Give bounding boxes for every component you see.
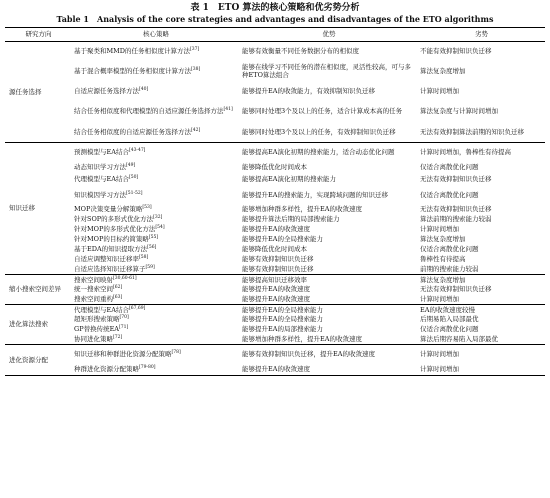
advantage-cell: 能够提升算法后期的局部搜索能力 xyxy=(242,215,340,224)
table-row xyxy=(5,255,545,265)
citation-ref: [40] xyxy=(139,86,149,92)
disadvantage-cell: 计算时间增加 xyxy=(420,295,459,304)
strategy-cell xyxy=(72,122,240,143)
citation-ref: [53] xyxy=(142,205,152,211)
citation-ref: [72] xyxy=(113,334,123,340)
advantage-cell: 能够同时处理3个及以上的任务，适合计算成本高的任务 xyxy=(242,106,403,115)
table-row xyxy=(5,275,545,285)
table-row xyxy=(5,265,545,275)
citation-ref: [51-52] xyxy=(126,190,143,196)
table-body xyxy=(5,42,545,376)
disadvantage-cell: 前期的搜索能力较弱 xyxy=(420,265,479,274)
strategy-cell xyxy=(72,335,240,345)
citation-ref: [58] xyxy=(139,255,149,261)
disadvantage-cell: 无法有效抑制算法前期的知识负迁移 xyxy=(420,127,524,136)
disadvantage-cell: 不能有效抑制知识负迁移 xyxy=(418,42,545,61)
advantage-cell: 能够有效衡量不同任务数据分布的相似度 xyxy=(240,42,418,61)
disadvantage-cell: 算法后期容易陷入局部最优 xyxy=(420,335,498,344)
strategy-cell xyxy=(72,315,240,325)
strategy-cell xyxy=(72,205,240,215)
citation-ref: [71] xyxy=(119,325,129,331)
strategy-text: 结合任务相似度和代理模型的自适应源任务选择方法 xyxy=(74,106,224,115)
disadvantage-cell: 后期易陷入局部最优 xyxy=(420,315,479,324)
strategy-cell xyxy=(72,235,240,245)
advantage-cell: 能够同时处理3个及以上的任务，有效抑制知识负迁移 xyxy=(242,127,396,136)
strategy-text: 搜索空间重构 xyxy=(74,295,113,304)
advantage-cell: 能够降低优化时间成本 xyxy=(242,163,307,172)
disadvantage-cell: 无法有效抑制知识负迁移 xyxy=(420,285,492,294)
strategy-text: 超矩形搜索策略 xyxy=(74,315,120,324)
citation-ref: [43-47] xyxy=(128,147,146,153)
strategy-cell xyxy=(72,345,240,364)
strategy-text: 知识模因学习方法 xyxy=(74,190,126,199)
strategy-text: 结合任务相似度的自适应源任务选择方法 xyxy=(74,127,191,136)
advantage-cell: 能够提升EA的收敛能力，有效抑制知识负迁移 xyxy=(242,86,375,95)
disadvantage-cell: 计算时间增加 xyxy=(418,345,545,364)
strategy-text: 统一搜索空间 xyxy=(74,285,113,294)
disadvantage-cell: 计算时间增加 xyxy=(420,86,459,95)
table-row xyxy=(5,364,545,376)
citation-ref: [59] xyxy=(145,264,155,270)
header-strategy: 核心策略 xyxy=(72,28,240,42)
table-header-row xyxy=(5,28,545,42)
citation-ref: [50] xyxy=(128,175,139,181)
advantage-cell: 能够有效抑制知识负迁移，提升EA的收敛速度 xyxy=(240,345,418,364)
citation-ref: [32] xyxy=(153,215,163,221)
table-row xyxy=(5,205,545,215)
table-row xyxy=(5,335,545,345)
strategy-cell xyxy=(72,101,240,122)
strategy-text: 代理模型与EA结合 xyxy=(74,175,129,184)
strategy-cell xyxy=(72,143,240,162)
disadvantage-cell: 计算时间增加 xyxy=(418,364,545,376)
disadvantage-cell: 仅适合离散优化问题 xyxy=(420,163,479,172)
strategy-cell xyxy=(72,275,240,285)
citation-ref: [42] xyxy=(191,127,201,133)
strategy-text: 基于EDA的知识提取方法 xyxy=(74,245,148,254)
strategy-cell xyxy=(72,265,240,275)
strategy-cell xyxy=(72,82,240,101)
disadvantage-cell: 算法复杂度与计算时间增加 xyxy=(420,106,498,115)
table-row xyxy=(5,225,545,235)
strategy-cell xyxy=(72,162,240,174)
citation-ref: [70] xyxy=(119,315,129,321)
strategy-text: 代理模型与EA结合 xyxy=(74,305,129,314)
advantage-cell: 能够提高EA演化初期的搜索能力 xyxy=(242,175,336,184)
strategy-text: 基于混合概率模型的任务相似度计算方法 xyxy=(74,66,191,75)
advantage-cell: 能够提升EA的收敛速度 xyxy=(242,295,310,304)
disadvantage-cell: 仅适合离散优化问题 xyxy=(420,190,479,199)
advantage-cell: 能够降低优化时间成本 xyxy=(242,245,307,254)
citation-ref: [38] xyxy=(191,66,201,72)
header-direction: 研究方向 xyxy=(5,28,72,42)
table-title-cn: 表 1 ETO 算法的核心策略和优劣势分析 xyxy=(190,3,360,13)
strategy-cell xyxy=(72,245,240,255)
advantage-cell: 能够提升EA的收敛速度 xyxy=(240,364,418,376)
disadvantage-cell: 鲁棒性有待提高 xyxy=(420,255,466,264)
table-row xyxy=(5,101,545,122)
strategy-cell xyxy=(72,61,240,82)
research-direction-cell: 缩小搜索空间差异 xyxy=(5,275,72,305)
advantage-cell: 能够提升EA的全局搜索能力 xyxy=(242,235,323,244)
disadvantage-cell: 算法前期的搜索能力较弱 xyxy=(420,215,492,224)
citation-ref: [67,69] xyxy=(128,305,146,311)
document-page xyxy=(0,3,550,498)
advantage-cell: 能够增加种群多样性，提升EA的收敛速度 xyxy=(242,205,362,214)
table-row xyxy=(5,162,545,174)
table-row xyxy=(5,186,545,205)
citation-ref: [41] xyxy=(223,106,233,112)
citation-ref: [37] xyxy=(190,46,200,52)
strategy-text: 种群进化资源分配策略 xyxy=(74,365,139,374)
table-row xyxy=(5,285,545,295)
strategy-text: 知识迁移和种群进化资源分配策略 xyxy=(74,350,172,359)
disadvantage-cell: 仅适合离散优化问题 xyxy=(420,245,479,254)
disadvantage-cell: 算法复杂度增加 xyxy=(420,66,466,75)
strategy-cell xyxy=(72,364,240,376)
table-row xyxy=(5,345,545,364)
strategy-cell xyxy=(72,174,240,186)
strategy-text: 动态知识学习方法 xyxy=(74,163,126,172)
citation-ref: [62] xyxy=(113,285,123,291)
strategy-cell xyxy=(72,285,240,295)
disadvantage-cell: 算法复杂度增加 xyxy=(420,235,466,244)
advantage-cell: 能够提高知识迁移效率 xyxy=(240,275,418,285)
citation-ref: [30,60-61] xyxy=(113,275,137,281)
strategy-text: 针对MOP的多形式优化方法 xyxy=(74,225,156,234)
header-advantage: 优势 xyxy=(240,28,418,42)
advantage-cell: 能够有效抑制知识负迁移 xyxy=(242,265,314,274)
disadvantage-cell: 算法复杂度增加 xyxy=(418,275,545,285)
strategy-text: 针对SOP的多形式优化方法 xyxy=(74,215,154,224)
strategy-text: 基于聚类和MMD的任务相似度计算方法 xyxy=(74,47,191,56)
eto-strategy-table xyxy=(5,27,545,376)
strategy-cell xyxy=(72,295,240,305)
disadvantage-cell: 无法有效抑制知识负迁移 xyxy=(420,175,492,184)
strategy-text: 预测模型与EA结合 xyxy=(74,148,129,157)
table-title-en: Table 1 Analysis of the core strategies and advantages and disadvantages of the ETO algorithms xyxy=(56,14,494,24)
strategy-text: GP替换传统EA xyxy=(74,325,120,334)
table-row xyxy=(5,174,545,186)
research-direction-cell: 知识迁移 xyxy=(5,143,72,275)
strategy-cell xyxy=(72,325,240,335)
research-direction-cell: 进化资源分配 xyxy=(5,345,72,376)
research-direction-cell: 源任务选择 xyxy=(5,42,72,143)
citation-ref: [78] xyxy=(171,349,181,355)
advantage-cell: 能够提升EA的收敛速度 xyxy=(242,225,310,234)
strategy-text: 协同进化策略 xyxy=(74,335,113,344)
strategy-cell xyxy=(72,215,240,225)
advantage-cell: 能够增加种群多样性，提升EA的收敛速度 xyxy=(242,335,362,344)
strategy-cell xyxy=(72,186,240,205)
advantage-cell: 能够提升EA的收敛速度 xyxy=(242,285,310,294)
strategy-cell xyxy=(72,42,240,61)
disadvantage-cell: 仅适合离散优化问题 xyxy=(420,325,479,334)
table-row xyxy=(5,245,545,255)
disadvantage-cell: 计算时间增加，鲁棒性有待提高 xyxy=(418,143,545,162)
disadvantage-cell: 无法有效抑制知识负迁移 xyxy=(420,205,492,214)
table-row xyxy=(5,315,545,325)
citation-ref: [54] xyxy=(155,225,165,231)
strategy-text: 针对MOP的目标约简策略 xyxy=(74,235,149,244)
table-row xyxy=(5,122,545,143)
advantage-cell: 能够提高EA演化初期的搜索能力，适合动态优化问题 xyxy=(240,143,418,162)
strategy-text: 自适应调整知识迁移率 xyxy=(74,255,139,264)
table-row xyxy=(5,61,545,82)
advantage-cell: 能够有效抑制知识负迁移 xyxy=(242,255,314,264)
table-row xyxy=(5,295,545,305)
strategy-text: 搜索空间映射 xyxy=(74,275,113,284)
strategy-cell xyxy=(72,255,240,265)
table-row xyxy=(5,82,545,101)
advantage-cell: 能够提升EA的搜索能力，实现跨域问题的知识迁移 xyxy=(242,190,388,199)
strategy-text: MOP决策变量分解策略 xyxy=(74,205,143,214)
advantage-cell: 能够提升EA的全局搜索能力 xyxy=(240,305,418,315)
citation-ref: [63] xyxy=(113,294,123,300)
table-row xyxy=(5,305,545,315)
citation-ref: [56] xyxy=(147,245,157,251)
strategy-cell xyxy=(72,305,240,315)
advantage-cell: 能够在线学习不同任务的潜在相似度，灵活性较高，可与多种ETO算法组合 xyxy=(242,62,411,79)
citation-ref: [55] xyxy=(148,235,159,241)
citation-ref: [79-80] xyxy=(139,364,156,370)
strategy-text: 自适应源任务选择方法 xyxy=(74,86,139,95)
disadvantage-cell: 计算时间增加 xyxy=(420,225,459,234)
strategy-text: 自适应选择知识迁移算子 xyxy=(74,265,146,274)
table-row xyxy=(5,325,545,335)
disadvantage-cell: EA的收敛速度较慢 xyxy=(418,305,545,315)
strategy-cell xyxy=(72,225,240,235)
table-row xyxy=(5,42,545,61)
header-disadvantage: 劣势 xyxy=(418,28,545,42)
advantage-cell: 能够提升EA的全局搜索能力 xyxy=(242,315,323,324)
research-direction-cell: 进化算法搜索 xyxy=(5,305,72,345)
table-row xyxy=(5,215,545,225)
table-row xyxy=(5,235,545,245)
citation-ref: [49] xyxy=(126,163,136,169)
advantage-cell: 能够提升EA的局部搜索能力 xyxy=(242,325,323,334)
table-row xyxy=(5,143,545,162)
